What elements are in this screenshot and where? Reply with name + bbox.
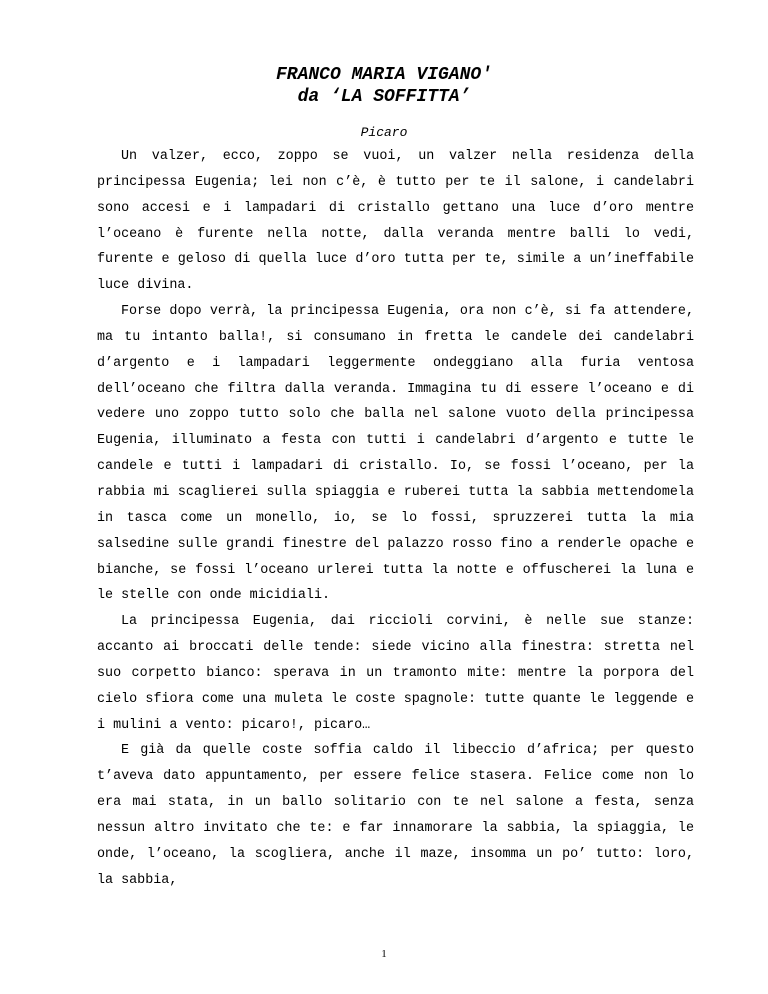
body-text — [97, 144, 694, 893]
paragraph: Un valzer, ecco, zoppo se vuoi, un valzer nella residenza della principessa Eugenia; lei non c’è, è tutto per te il salone, i candelabri sono accesi e i lampadari di cristallo gettano una luce d’oro mentre l’oceano è furente nella notte, dalla veranda mentre balli lo vedi, furente e geloso di quella luce d’oro tutta per te, simile a un’ineffabile luce divina. — [97, 149, 694, 294]
paragraph: La principessa Eugenia, dai riccioli corvini, è nelle sue stanze: accanto ai broccati delle tende: siede vicino alla finestra: stretta nel suo corpetto bianco: sperava in un tramonto mite: mentre la porpora del cielo sfiora come una muleta le coste spagnole: tutte quante le leggende e i mulini a vento: picaro!, picaro… — [97, 614, 694, 733]
section-title: Picaro — [360, 125, 408, 140]
page-number: 1 — [381, 948, 387, 960]
work-title: da ‘LA SOFFITTA’ — [297, 87, 471, 107]
author-title: FRANCO MARIA VIGANO' — [275, 65, 493, 85]
paragraph: Forse dopo verrà, la principessa Eugenia, ora non c’è, si fa attendere, ma tu intanto balla!, si consumano in fretta le candele dei candelabri d’argento e i lampadari leggermente ondeggiano alla furia ventosa dell’oceano che filtra dalla veranda. Immagina tu di essere l’oceano e di vedere uno zoppo tutto solo che balla nel salone vuoto della principessa Eugenia, illuminato a festa con tutti i candelabri d’argento e tutte le candele e tutti i lampadari di cristallo. Io, se fossi l’oceano, per la rabbia mi scaglierei sulla spiaggia e ruberei tutta la sabbia mettendomela in tasca come un monello, io, se lo fossi, spruzzerei tutta la mia salsedine sulle grandi finestre del palazzo rosso fino a renderle opache e bianche, se fossi l’oceano urlerei tutta la notte e offuscherei la luna e le stelle con onde micidiali. — [97, 304, 694, 604]
paragraph: E già da quelle coste soffia caldo il libeccio d’africa; per questo t’aveva dato appuntamento, per essere felice stasera. Felice come non lo era mai stata, in un ballo solitario con te nel salone a festa, senza nessun altro invitato che te: e far innamorare la sabbia, la spiaggia, le onde, l’oceano, la scogliera, anche il maze, insomma un po’ tutto: loro, la sabbia, — [97, 743, 694, 888]
